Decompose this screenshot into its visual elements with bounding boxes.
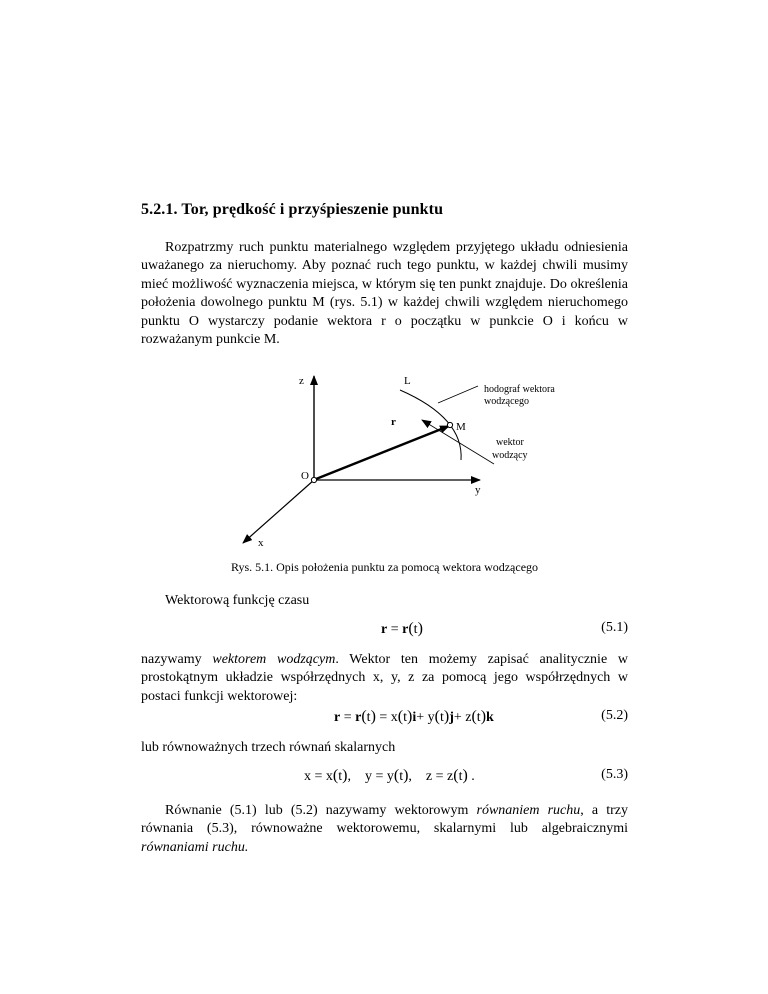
paragraph-vector-function: Wektorową funkcję czasu bbox=[165, 593, 310, 608]
figure-5-1 bbox=[228, 368, 588, 548]
paragraph-equations-of-motion bbox=[141, 802, 628, 857]
equation-number: (5.3) bbox=[601, 767, 628, 782]
term-wektor-wodzacy: wektorem wodzącym bbox=[212, 652, 336, 667]
equation-5-2 bbox=[141, 708, 628, 728]
x-axis bbox=[243, 480, 314, 543]
label-x: x bbox=[258, 537, 264, 548]
paragraph-position-vector bbox=[141, 651, 628, 706]
equation-5-2-body: r = r(t) = x(t)i+ y(t)j+ z(t)k bbox=[334, 708, 494, 725]
paragraph-scalar-equations: lub równoważnych trzech równań skalarnych bbox=[141, 740, 396, 755]
equation-number: (5.1) bbox=[601, 620, 628, 635]
label-z: z bbox=[299, 375, 304, 387]
label-O: O bbox=[301, 470, 309, 482]
text-run: , a trzy równania (5.3), równoważne wektorowemu, skalarnymi lub algebraicznymi bbox=[141, 803, 628, 837]
figure-diagram bbox=[228, 368, 588, 548]
position-vector-r bbox=[316, 426, 449, 479]
label-y: y bbox=[475, 484, 481, 496]
point-M bbox=[447, 422, 452, 427]
label-L: L bbox=[404, 375, 411, 387]
label-M: M bbox=[456, 421, 466, 433]
label-hodograf-2: wodzącego bbox=[484, 396, 529, 407]
paragraph-intro: Rozpatrzmy ruch punktu materialnego względem przyjętego układu odniesienia uważanego za nieruchomy. Aby poznać ruch tego punktu, w każdej chwili musimy mieć możliwość wyznaczenia miejsca, w którym się ten punkt znajduje. Do określenia położenia dowolnego punktu M (rys. 5.1) w każdej chwili względem nieruchomego punktu O wystarczy podanie wektora r o początku w punkcie O i końcu w rozważanym punkcie M. bbox=[141, 240, 628, 348]
hodograf-leader bbox=[438, 386, 478, 403]
label-hodograf-1: hodograf wektora bbox=[484, 384, 555, 395]
point-O bbox=[311, 477, 316, 482]
equation-5-1 bbox=[141, 620, 628, 640]
text-run: nazywamy bbox=[141, 652, 213, 667]
term-rownania-ruchu: równaniami ruchu. bbox=[141, 839, 249, 855]
text-run: . Wektor ten możemy zapisać analitycznie w prostokątnym układzie współrzędnych x, y, z za pomocą jego współrzędnych w postaci funkcji wektorowej: bbox=[141, 652, 628, 704]
equation-5-3 bbox=[141, 767, 628, 787]
equation-5-1-body: r = r(t) bbox=[381, 620, 423, 637]
label-r: r bbox=[391, 416, 396, 428]
label-wektor-2: wodzący bbox=[492, 450, 528, 461]
equation-5-3-body: x = x(t), y = y(t), z = z(t) . bbox=[304, 767, 475, 784]
label-wektor-1: wektor bbox=[496, 437, 524, 448]
term-rownanie-ruchu: równaniem ruchu bbox=[476, 803, 581, 818]
equation-number: (5.2) bbox=[601, 708, 628, 723]
section-title: 5.2.1. Tor, prędkość i przyśpieszenie punktu bbox=[141, 201, 444, 218]
text-run: Równanie (5.1) lub (5.2) nazywamy wektorowym bbox=[165, 803, 477, 818]
figure-caption: Rys. 5.1. Opis położenia punktu za pomocą wektora wodzącego bbox=[230, 560, 539, 574]
